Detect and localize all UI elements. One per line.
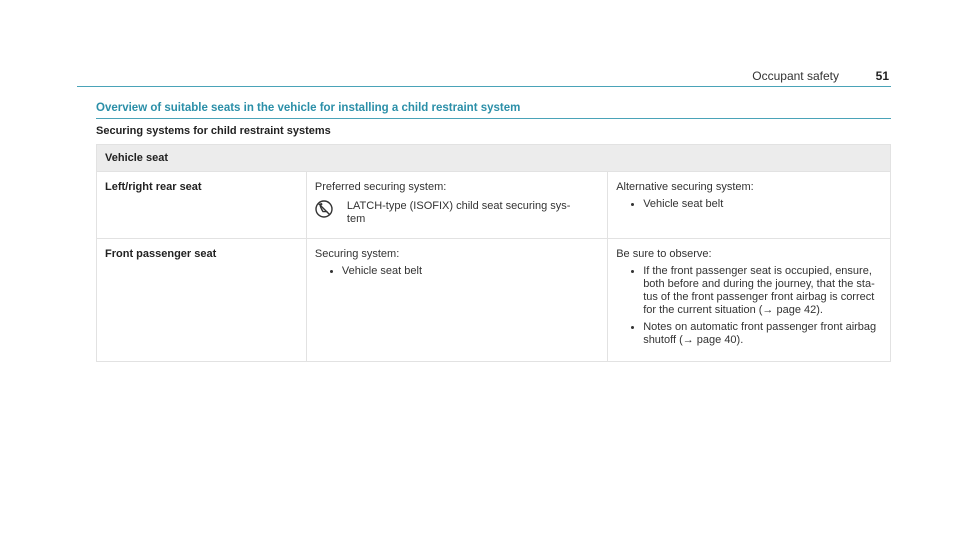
table-header-row	[97, 145, 891, 172]
title-rule	[96, 118, 891, 119]
list-item: Vehicle seat belt	[631, 198, 882, 211]
alternative-label: Alternative securing system:	[616, 181, 754, 193]
list-item	[631, 321, 882, 347]
section-title: Overview of suitable seats in the vehicle for installing a child restraint system	[96, 102, 521, 114]
observe-cell	[608, 239, 891, 362]
list-item-line: tus of the front passenger front airbag is correct	[643, 291, 875, 303]
list-item-line: Notes on automatic front passenger front airbag	[643, 321, 877, 333]
page-number: 51	[875, 69, 889, 83]
list-item	[631, 265, 882, 317]
subheading: Securing systems for child restraint systems	[96, 125, 331, 137]
latch-text-line: tem	[346, 213, 366, 225]
preferred-label: Preferred securing system:	[314, 181, 447, 193]
observe-label: Be sure to observe:	[616, 248, 712, 260]
securing-cell	[306, 239, 607, 362]
latch-line	[315, 200, 599, 226]
seat-cell: Left/right rear seat	[97, 172, 307, 239]
seat-table	[96, 144, 891, 362]
securing-label: Securing system:	[314, 248, 400, 260]
table-header-vehicle-seat: Vehicle seat	[97, 145, 891, 172]
seat-cell: Front passenger seat	[97, 239, 307, 362]
table-row	[97, 172, 891, 239]
header-section-title: Occupant safety	[752, 69, 839, 83]
header-rule	[77, 86, 891, 87]
alternative-securing-cell	[608, 172, 891, 239]
list-item: Vehicle seat belt	[330, 265, 599, 278]
table-row	[97, 239, 891, 362]
list-item-line: If the front passenger seat is occupied, ensure,	[643, 265, 872, 277]
alternative-list	[616, 198, 882, 211]
latch-text-line: LATCH-type (ISOFIX) child seat securing sys-	[346, 200, 571, 212]
securing-list	[315, 265, 599, 278]
isofix-child-seat-icon	[315, 200, 333, 218]
list-item-line: shutoff (→ page 40).	[643, 334, 744, 346]
observe-list	[616, 265, 882, 347]
list-item-line: both before and during the journey, that the sta-	[643, 278, 875, 290]
preferred-securing-cell	[306, 172, 607, 239]
list-item-line: for the current situation (→ page 42).	[643, 304, 823, 316]
